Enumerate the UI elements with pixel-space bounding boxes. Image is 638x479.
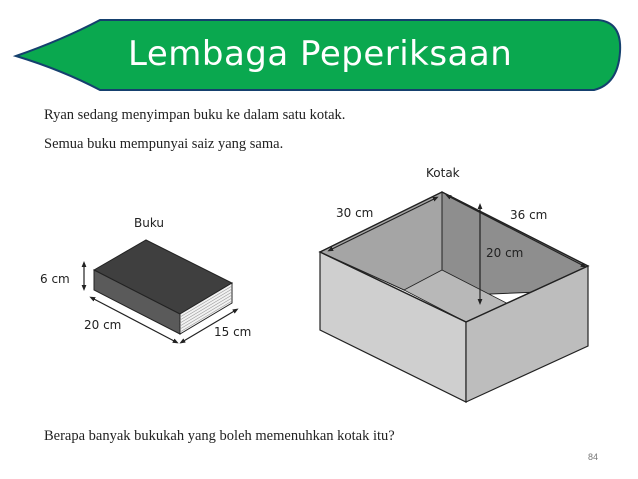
box-label: Kotak	[426, 166, 460, 180]
book-label: Buku	[134, 216, 165, 230]
book-length-label: 20 cm	[84, 318, 122, 332]
box-width-label: 30 cm	[336, 206, 374, 220]
box-illustration	[320, 192, 588, 402]
question-line-2: Semua buku mempunyai saiz yang sama.	[44, 136, 284, 152]
page-number: 84	[588, 452, 599, 462]
question-prompt: Berapa banyak bukukah yang boleh memenuhkan kotak itu?	[44, 428, 395, 444]
slide-title: Lembaga Peperiksaan	[128, 34, 513, 74]
box-length-label: 36 cm	[510, 208, 548, 222]
book-height-label: 6 cm	[40, 272, 70, 286]
book-width-label: 15 cm	[214, 325, 252, 339]
box-height-label: 20 cm	[486, 246, 524, 260]
question-line-1: Ryan sedang menyimpan buku ke dalam satu kotak.	[44, 107, 346, 123]
